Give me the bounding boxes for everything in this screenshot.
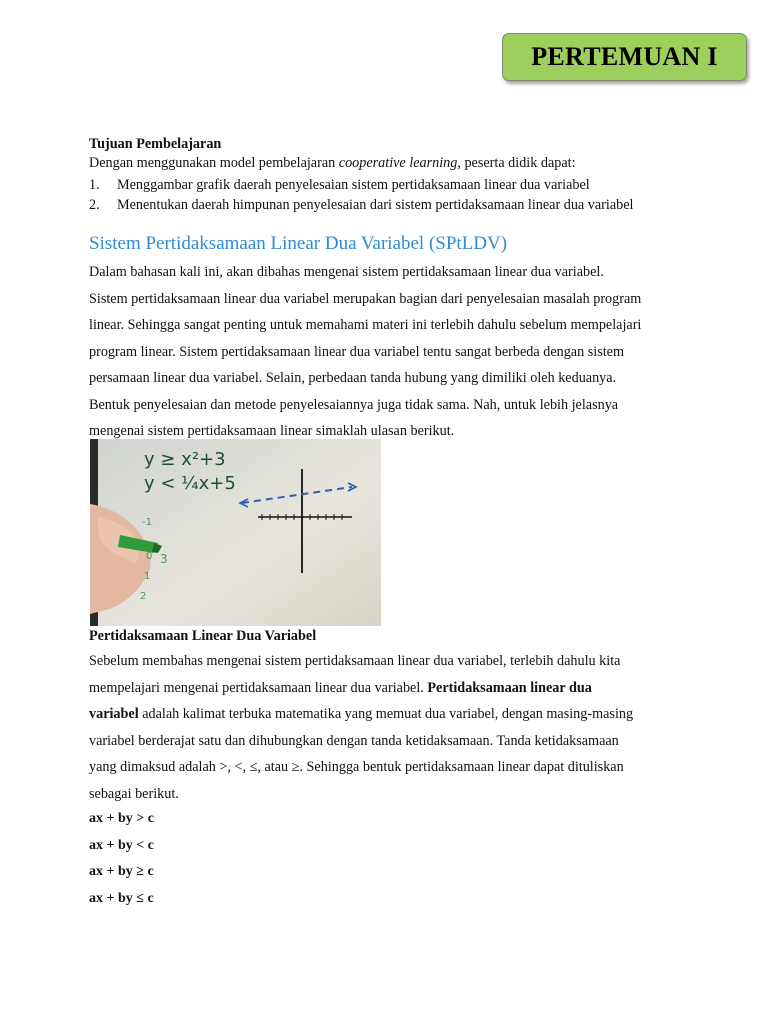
item-text: Menggambar grafik daerah penyelesaian sistem pertidaksamaan linear dua variabel [117,177,590,193]
paragraph-line: linear. Sehingga sangat penting untuk memahami materi ini terlebih dahulu sebelum mempelajari [89,317,642,333]
formula-3: ax + by ≥ c [89,864,154,879]
mark-label: -1 [142,517,152,528]
paragraph-line: Sebelum membahas mengenai sistem pertidaksamaan linear dua variabel, terlebih dahulu kita [89,653,621,669]
item-text: Menentukan daerah himpunan penyelesaian dari sistem pertidaksamaan linear dua variabel [117,197,634,213]
paragraph-line [89,675,679,702]
intro-italic: cooperative learning [338,155,458,171]
mark-label: 2 [140,591,147,602]
paragraph-line [89,701,679,728]
formula-4: ax + by ≤ c [89,891,154,906]
subsection-paragraph [89,648,679,807]
paragraph-line: variabel berderajat satu dan dihubungkan dengan tanda ketidaksamaan. Tanda ketidaksamaan [89,732,619,749]
bold-term: variabel [89,706,139,722]
formula-1: ax + by > c [89,811,154,826]
paragraph-line: Sistem pertidaksamaan linear dua variabel merupakan bagian dari penyelesaian masalah program [89,290,642,307]
pertemuan-badge [502,33,747,81]
section-paragraph [89,259,679,445]
objective-item-2 [89,196,633,214]
subsection-title: Pertidaksamaan Linear Dua Variabel [89,628,317,644]
paragraph-line: persamaan linear dua variabel. Selain, perbedaan tanda hubung yang dimiliki oleh keduanya. [89,370,617,386]
objectives-heading: Tujuan Pembelajaran [89,136,222,152]
objective-item-1 [89,176,590,194]
paragraph-line: Dalam bahasan kali ini, akan dibahas mengenai sistem pertidaksamaan linear dua variabel. [89,264,604,280]
formula-2: ax + by < c [89,838,154,853]
line-text: adalah kalimat terbuka matematika yang memuat dua variabel, dengan masing-masing [138,706,634,722]
paragraph-line: program linear. Sistem pertidaksamaan linear dua variabel tentu sangat berbeda dengan sistem [89,343,624,360]
whiteboard-photo [90,439,381,626]
line-text: mempelajari mengenai pertidaksamaan linear dua variabel. [89,679,428,696]
equation-1: y ≥ x²+3 [144,449,226,470]
mark-label: 3 [160,552,168,566]
paragraph-line: Bentuk penyelesaian dan metode penyelesaiannya juga tidak sama. Nah, untuk lebih jelasnya [89,396,619,413]
bold-term: Pertidaksamaan linear dua [427,679,592,696]
paragraph-line: sebagai berikut. [89,785,179,802]
objectives-intro [89,154,576,172]
badge-title: PERTEMUAN I [531,42,718,71]
intro-text-end: , peserta didik dapat: [457,155,576,171]
mark-label: 1 [144,571,151,582]
paragraph-line: mengenai sistem pertidaksamaan linear simaklah ulasan berikut. [89,423,455,439]
paragraph-line: yang dimaksud adalah >, <, ≤, atau ≥. Sehingga bentuk pertidaksamaan linear dapat dituliskan [89,759,624,775]
whiteboard-drawing [90,439,381,626]
item-number: 1. [89,177,100,193]
item-number: 2. [89,197,100,213]
equation-2: y < ¼x+5 [144,473,236,494]
mark-label: 0 [146,551,153,562]
intro-text: Dengan menggunakan model pembelajaran [89,155,339,171]
section-title: Sistem Pertidaksamaan Linear Dua Variabel (SPtLDV) [89,233,508,254]
